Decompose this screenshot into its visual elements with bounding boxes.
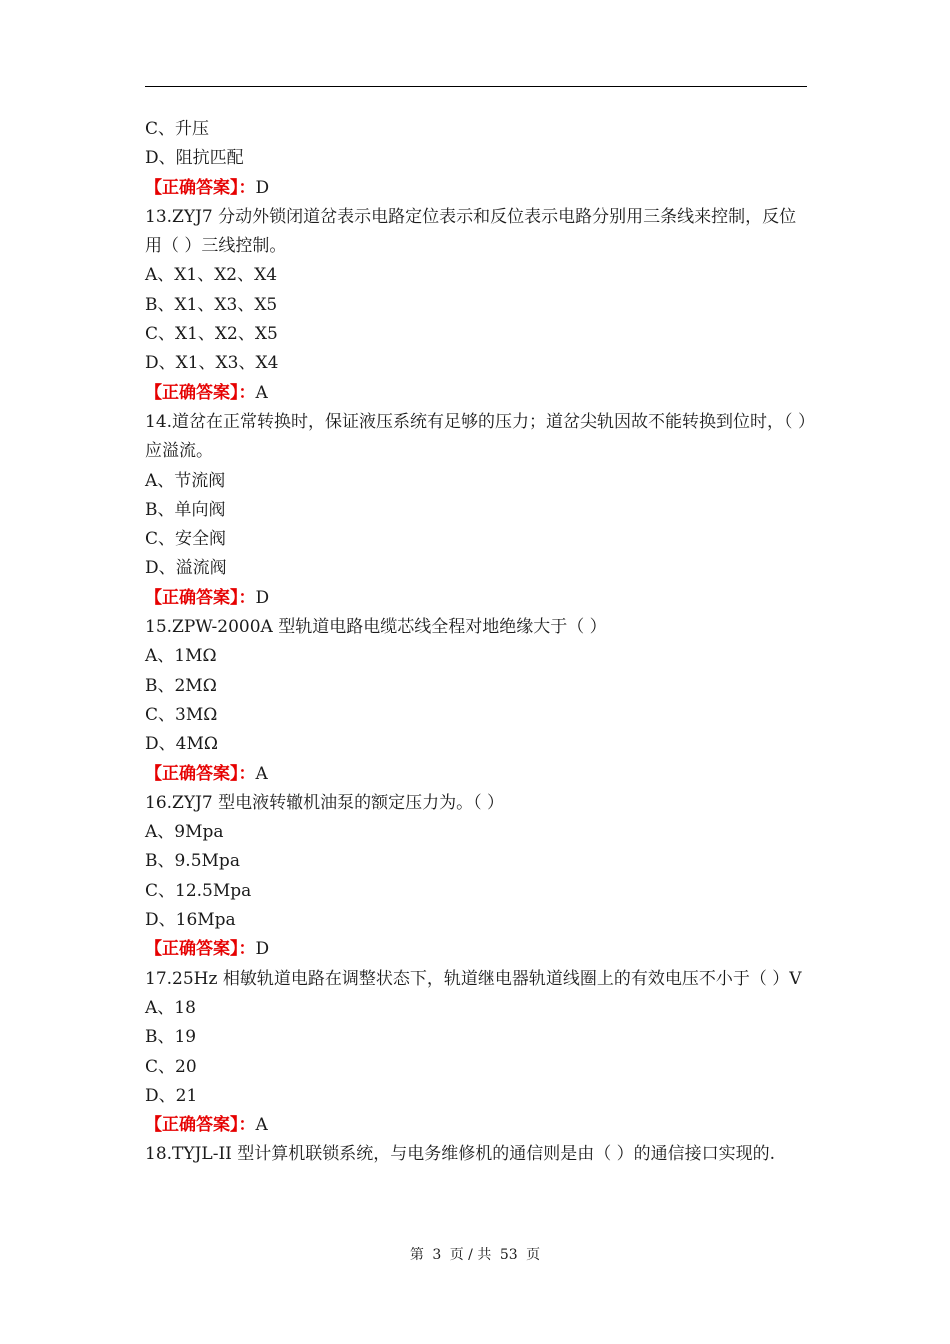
question-16-option-d: D、16Mpa	[145, 910, 236, 931]
header-rule	[145, 86, 807, 87]
question-13-option-b: B、X1、X3、X5	[145, 294, 278, 315]
question-16-option-a: A、9Mpa	[145, 822, 224, 843]
answer-value: A	[255, 1115, 268, 1136]
question-15-option-a: A、1MΩ	[145, 646, 217, 667]
answer-label: 【正确答案】：	[145, 1115, 256, 1136]
question-16-option-c: C、12.5Mpa	[145, 880, 252, 901]
footer-current-page: 3	[432, 1247, 442, 1263]
answer-value: D	[255, 939, 270, 960]
question-15-option-b: B、2MΩ	[145, 675, 217, 696]
question-14-option-d: D、溢流阀	[145, 558, 227, 579]
answer-label: 【正确答案】：	[145, 177, 256, 198]
question-15-answer	[145, 760, 807, 789]
answer-value: A	[255, 763, 268, 784]
answer-label: 【正确答案】：	[145, 939, 256, 960]
question-15-option-c: C、3MΩ	[145, 704, 218, 725]
answer-value: D	[255, 177, 270, 198]
question-17-option-c: C、20	[145, 1056, 197, 1077]
question-15-option-d: D、4MΩ	[145, 734, 218, 755]
question-14-option-a: A、节流阀	[145, 470, 226, 491]
option-c: C、升压	[145, 119, 210, 139]
answer-value: A	[255, 382, 268, 403]
document-body	[145, 115, 807, 1170]
footer-mid: 页 / 共	[449, 1247, 492, 1263]
question-17-answer	[145, 1111, 807, 1140]
question-13-option-c: C、X1、X2、X5	[145, 324, 278, 345]
footer-prefix: 第	[409, 1247, 424, 1263]
question-14-stem: 14.道岔在正常转换时，保证液压系统有足够的压力；道岔尖轨因故不能转换到位时，（ ）应溢流。	[145, 411, 807, 462]
question-13-option-d: D、X1、X3、X4	[145, 353, 279, 374]
question-14-option-c: C、安全阀	[145, 529, 227, 550]
answer-value: D	[255, 587, 270, 608]
answer-line	[145, 174, 807, 203]
question-13-stem: 13.ZYJ7 分动外锁闭道岔表示电路定位表示和反位表示电路分别用三条线来控制，反位用（ ）三线控制。	[145, 206, 797, 257]
question-17-option-a: A、18	[145, 997, 196, 1018]
option-d: D、阻抗匹配	[145, 148, 244, 169]
answer-label: 【正确答案】：	[145, 763, 256, 784]
footer-suffix: 页	[526, 1247, 541, 1263]
question-18-stem: 18.TYJL-II 型计算机联锁系统，与电务维修机的通信则是由（ ）的通信接口实现的.	[145, 1144, 776, 1165]
question-17-stem: 17.25Hz 相敏轨道电路在调整状态下，轨道继电器轨道线圈上的有效电压不小于（ ）V	[145, 968, 802, 989]
question-15-stem: 15.ZPW-2000A 型轨道电路电缆芯线全程对地绝缘大于（ ）	[145, 617, 607, 638]
answer-label: 【正确答案】：	[145, 587, 256, 608]
question-17-option-d: D、21	[145, 1085, 198, 1106]
question-16-answer	[145, 935, 807, 964]
question-13-answer	[145, 379, 807, 408]
answer-label: 【正确答案】：	[145, 382, 256, 403]
question-14-answer	[145, 584, 807, 613]
question-16-option-b: B、9.5Mpa	[145, 851, 240, 872]
page-footer	[0, 1244, 950, 1264]
question-16-stem: 16.ZYJ7 型电液转辙机油泵的额定压力为。（ ）	[145, 792, 505, 813]
footer-total-pages: 53	[499, 1247, 518, 1263]
question-13-option-a: A、X1、X2、X4	[145, 265, 278, 286]
question-17-option-b: B、19	[145, 1027, 197, 1048]
question-14-option-b: B、单向阀	[145, 499, 226, 520]
